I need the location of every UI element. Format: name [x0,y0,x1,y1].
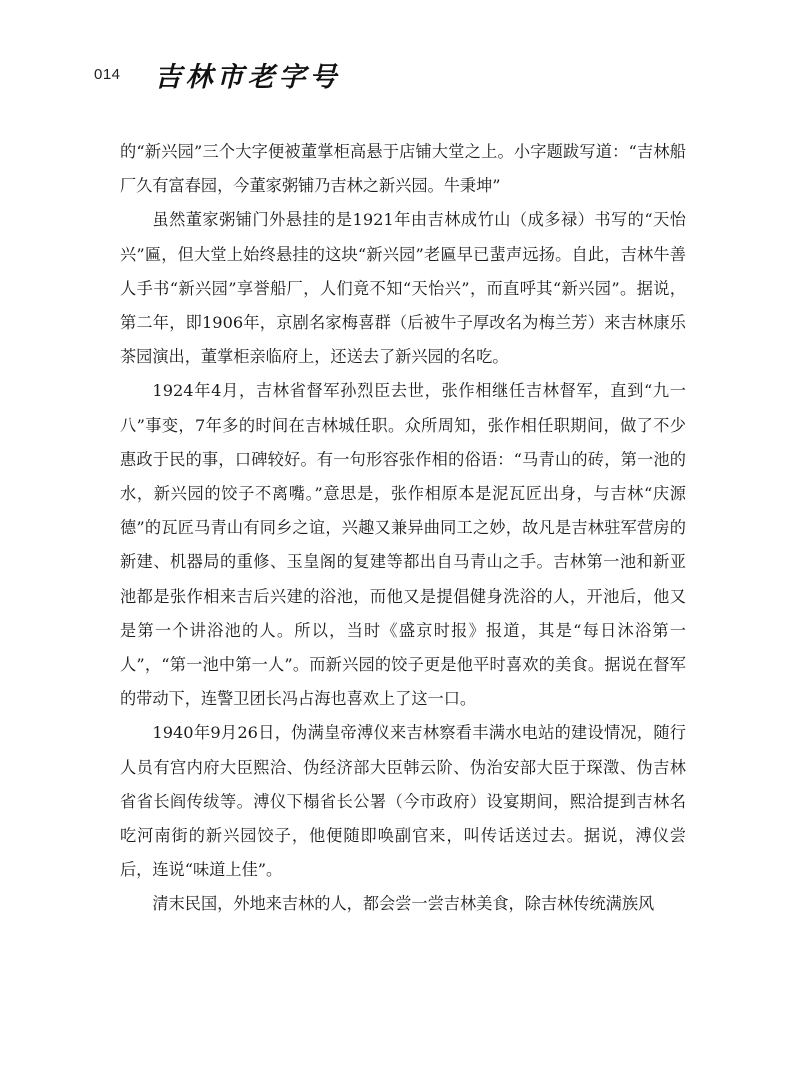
paragraph-3: 1924年4月，吉林省督军孙烈臣去世，张作相继任吉林督军，直到“九一八”事变，7年多的时间在吉林城任职。众所周知，张作相任职期间，做了不少惠政于民的事，口碑较好。有一句形容张作相的俗语：“马青山的砖，第一池的水，新兴园的饺子不离嘴。”意思是，张作相原本是泥瓦匠出身，与吉林“庆源德”的瓦匠马青山有同乡之谊，兴趣又兼异曲同工之妙，故凡是吉林驻军营房的新建、机器局的重修、玉皇阁的复建等都出自马青山之手。吉林第一池和新亚池都是张作相来吉后兴建的浴池，而他又是提倡健身洗浴的人，开池后，他又是第一个讲浴池的人。所以，当时《盛京时报》报道，其是“每日沐浴第一人”，“第一池中第一人”。而新兴园的饺子更是他平时喜欢的美食。据说在督军的带动下，连警卫团长冯占海也喜欢上了这一口。 [120,381,686,709]
paragraph-4: 1940年9月26日，伪满皇帝溥仪来吉林察看丰满水电站的建设情况，随行人员有宫内府大臣熙洽、伪经济部大臣韩云阶、伪治安部大臣于琛澂、伪吉林省省长阎传绂等。溥仪下榻省长公署（今市政府）设宴期间，熙洽提到吉林名吃河南街的新兴园饺子，他便随即唤副官来，叫传话送过去。据说，溥仪尝后，连说“味道上佳”。 [120,723,686,880]
body-text [120,135,686,922]
paragraph-2: 虽然董家粥铺门外悬挂的是1921年由吉林成竹山（成多禄）书写的“天怡兴”匾，但大堂上始终悬挂的这块“新兴园”老匾早已蜚声远扬。自此，吉林牛善人手书“新兴园”享誉船厂，人们竟不知“天怡兴”，而直呼其“新兴园”。据说，第二年，即1906年，京剧名家梅喜群（后被牛子厚改名为梅兰芳）来吉林康乐茶园演出，董掌柜亲临府上，还送去了新兴园的名吃。 [120,210,686,367]
book-title: 吉林市老字号 [154,61,341,93]
page-number: 014 [94,65,121,83]
paragraph-5: 清末民国，外地来吉林的人，都会尝一尝吉林美食，除吉林传统满族风 [152,894,655,914]
paragraph-1: 的“新兴园”三个大字便被董掌柜高悬于店铺大堂之上。小字题跋写道：“吉林船厂久有富春园，今董家粥铺乃吉林之新兴园。牛秉坤” [120,142,686,196]
page-header [94,54,341,94]
